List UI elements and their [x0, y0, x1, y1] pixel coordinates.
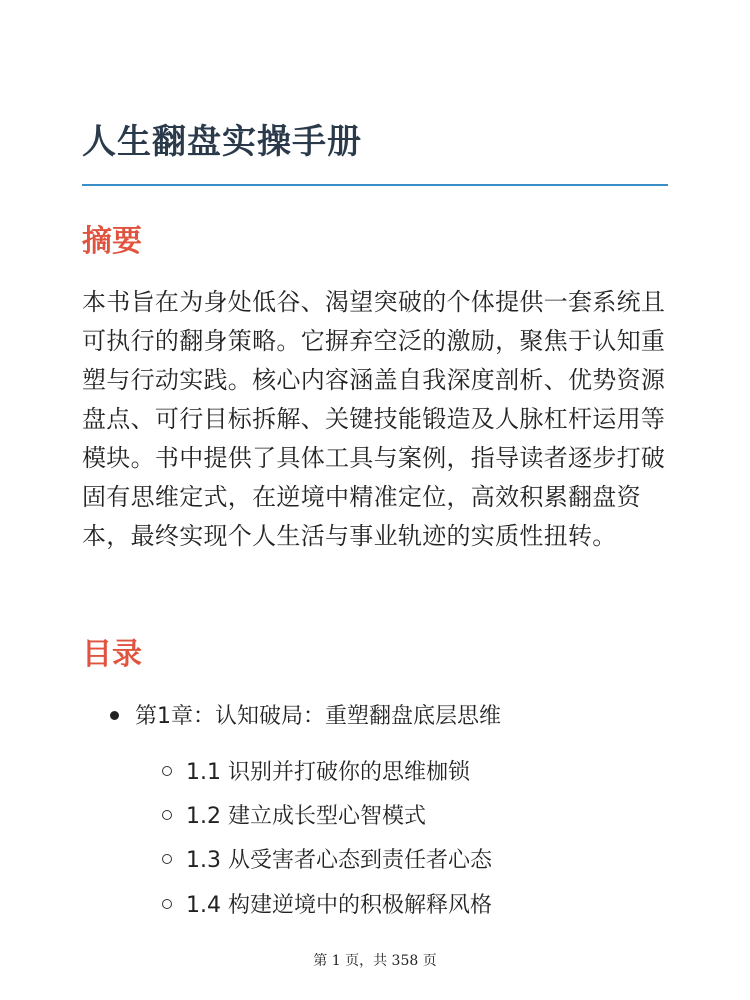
- bullet-circle-icon: [162, 854, 172, 864]
- toc-heading: 目录: [82, 637, 142, 672]
- abstract-heading: 摘要: [82, 224, 142, 259]
- toc-section-label: 1.3 从受害者心态到责任者心态: [186, 848, 492, 873]
- document-title: 人生翻盘实操手册: [82, 122, 362, 162]
- toc-section-item[interactable]: [162, 756, 470, 790]
- title-divider: [82, 184, 668, 186]
- toc-section-item[interactable]: [162, 800, 426, 834]
- toc-section-label: 1.1 识别并打破你的思维枷锁: [186, 760, 470, 785]
- toc-section-item[interactable]: [162, 844, 492, 878]
- toc-section-item[interactable]: [162, 889, 492, 923]
- bullet-circle-icon: [162, 899, 172, 909]
- toc-chapter-item[interactable]: [110, 700, 501, 734]
- abstract-body: 本书旨在为身处低谷、渴望突破的个体提供一套系统且可执行的翻身策略。它摒弃空泛的激励，聚焦于认知重塑与行动实践。核心内容涵盖自我深度剖析、优势资源盘点、可行目标拆解、关键技能锻造及人脉杠杆运用等模块。书中提供了具体工具与案例，指导读者逐步打破固有思维定式，在逆境中精准定位，高效积累翻盘资本，最终实现个人生活与事业轨迹的实质性扭转。: [82, 288, 666, 550]
- toc-chapter-label: 第1章：认知破局：重塑翻盘底层思维: [135, 704, 501, 729]
- toc-section-label: 1.4 构建逆境中的积极解释风格: [186, 893, 492, 918]
- bullet-circle-icon: [162, 810, 172, 820]
- page-footer: 第 1 页，共 358 页: [313, 953, 437, 969]
- bullet-circle-icon: [162, 766, 172, 776]
- toc-section-label: 1.2 建立成长型心智模式: [186, 804, 426, 829]
- bullet-disc-icon: [110, 711, 119, 720]
